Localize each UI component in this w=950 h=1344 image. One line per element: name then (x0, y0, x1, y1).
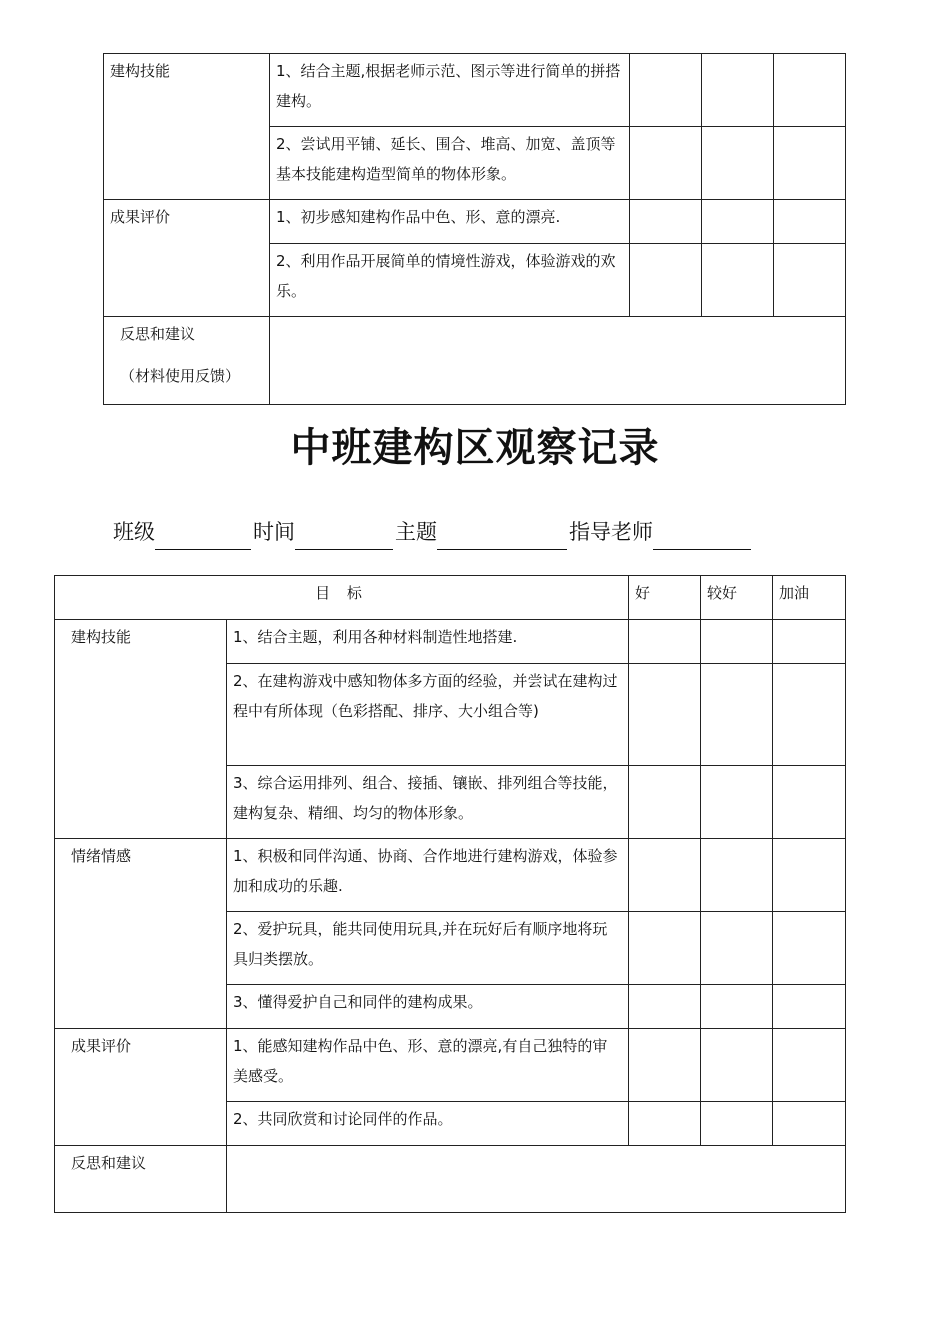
rating-cheer-cell[interactable] (774, 127, 846, 200)
rating-better-cell[interactable] (701, 839, 773, 912)
rating-better-cell[interactable] (701, 766, 773, 839)
rating-cheer-cell[interactable] (774, 244, 846, 317)
reflection-label-cell: 反思和建议 (55, 1146, 227, 1213)
theme-label: 主题 (395, 520, 437, 544)
goal-item: 1、能感知建构作品中色、形、意的漂亮,有自己独特的审美感受。 (227, 1029, 629, 1102)
time-blank[interactable] (295, 521, 393, 550)
table-row (104, 54, 846, 127)
rating-cheer-cell[interactable] (773, 620, 846, 664)
goal-item: 2、爱护玩具，能共同使用玩具,并在玩好后有顺序地将玩具归类摆放。 (227, 912, 629, 985)
goal-item: 1、结合主题，利用各种材料制造性地搭建. (227, 620, 629, 664)
teacher-label: 指导老师 (569, 520, 653, 544)
category-cell: 情绪情感 (55, 839, 227, 1029)
rating-good-cell[interactable] (630, 200, 702, 244)
goal-item: 1、积极和同伴沟通、协商、合作地进行建构游戏，体验参加和成功的乐趣. (227, 839, 629, 912)
reflection-input-cell[interactable] (270, 317, 846, 405)
rating-cheer-cell[interactable] (774, 54, 846, 127)
goal-item: 2、利用作品开展简单的情境性游戏，体验游戏的欢乐。 (270, 244, 630, 317)
rating-better-cell[interactable] (702, 200, 774, 244)
goal-item: 3、懂得爱护自己和同伴的建构成果。 (227, 985, 629, 1029)
rating-cheer-cell[interactable] (774, 200, 846, 244)
time-label: 时间 (253, 520, 295, 544)
theme-blank[interactable] (437, 521, 567, 550)
page-title: 中班建构区观察记录 (290, 425, 660, 471)
rating-good-cell[interactable] (629, 664, 701, 766)
rating-good-cell[interactable] (630, 127, 702, 200)
header-cheer: 加油 (773, 576, 846, 620)
table-row (55, 620, 846, 664)
small-class-observation-table-continued (103, 53, 846, 405)
class-label: 班级 (113, 520, 155, 544)
rating-good-cell[interactable] (629, 766, 701, 839)
rating-cheer-cell[interactable] (773, 839, 846, 912)
rating-good-cell[interactable] (630, 244, 702, 317)
rating-better-cell[interactable] (701, 1102, 773, 1146)
header-goal: 目 标 (55, 576, 629, 620)
rating-good-cell[interactable] (629, 1029, 701, 1102)
category-cell: 建构技能 (104, 54, 270, 200)
reflection-input-cell[interactable] (227, 1146, 846, 1213)
table-row (104, 200, 846, 244)
rating-better-cell[interactable] (701, 1029, 773, 1102)
middle-class-observation-table (54, 575, 846, 1213)
goal-item: 2、尝试用平铺、延长、围合、堆高、加宽、盖顶等基本技能建构造型简单的物体形象。 (270, 127, 630, 200)
header-good: 好 (629, 576, 701, 620)
goal-item: 1、初步感知建构作品中色、形、意的漂亮. (270, 200, 630, 244)
header-better: 较好 (701, 576, 773, 620)
reflection-row (104, 317, 846, 405)
rating-good-cell[interactable] (629, 912, 701, 985)
goal-item: 3、综合运用排列、组合、接插、镶嵌、排列组合等技能，建构复杂、精细、均匀的物体形象。 (227, 766, 629, 839)
reflection-sublabel: （材料使用反馈） (120, 367, 241, 385)
category-cell: 成果评价 (55, 1029, 227, 1146)
rating-better-cell[interactable] (701, 620, 773, 664)
table-row (55, 839, 846, 912)
category-cell: 成果评价 (104, 200, 270, 317)
rating-better-cell[interactable] (701, 912, 773, 985)
class-blank[interactable] (155, 521, 251, 550)
rating-better-cell[interactable] (702, 244, 774, 317)
rating-cheer-cell[interactable] (773, 985, 846, 1029)
rating-better-cell[interactable] (701, 985, 773, 1029)
table-row (55, 1029, 846, 1102)
reflection-label: 反思和建议 (120, 325, 196, 343)
goal-item: 2、共同欣赏和讨论同伴的作品。 (227, 1102, 629, 1146)
rating-good-cell[interactable] (629, 620, 701, 664)
rating-cheer-cell[interactable] (773, 766, 846, 839)
goal-item: 2、在建构游戏中感知物体多方面的经验，并尝试在建构过程中有所体现（色彩搭配、排序、大小组合等) (227, 664, 629, 766)
rating-good-cell[interactable] (630, 54, 702, 127)
category-cell: 建构技能 (55, 620, 227, 839)
info-fields (113, 514, 753, 550)
reflection-row (55, 1146, 846, 1213)
rating-better-cell[interactable] (701, 664, 773, 766)
rating-better-cell[interactable] (702, 127, 774, 200)
reflection-label-cell (104, 317, 270, 405)
rating-good-cell[interactable] (629, 985, 701, 1029)
rating-better-cell[interactable] (702, 54, 774, 127)
rating-good-cell[interactable] (629, 839, 701, 912)
rating-cheer-cell[interactable] (773, 1102, 846, 1146)
rating-cheer-cell[interactable] (773, 1029, 846, 1102)
header-row (55, 576, 846, 620)
goal-item: 1、结合主题,根据老师示范、图示等进行简单的拼搭建构。 (270, 54, 630, 127)
rating-good-cell[interactable] (629, 1102, 701, 1146)
rating-cheer-cell[interactable] (773, 912, 846, 985)
teacher-blank[interactable] (653, 521, 751, 550)
rating-cheer-cell[interactable] (773, 664, 846, 766)
